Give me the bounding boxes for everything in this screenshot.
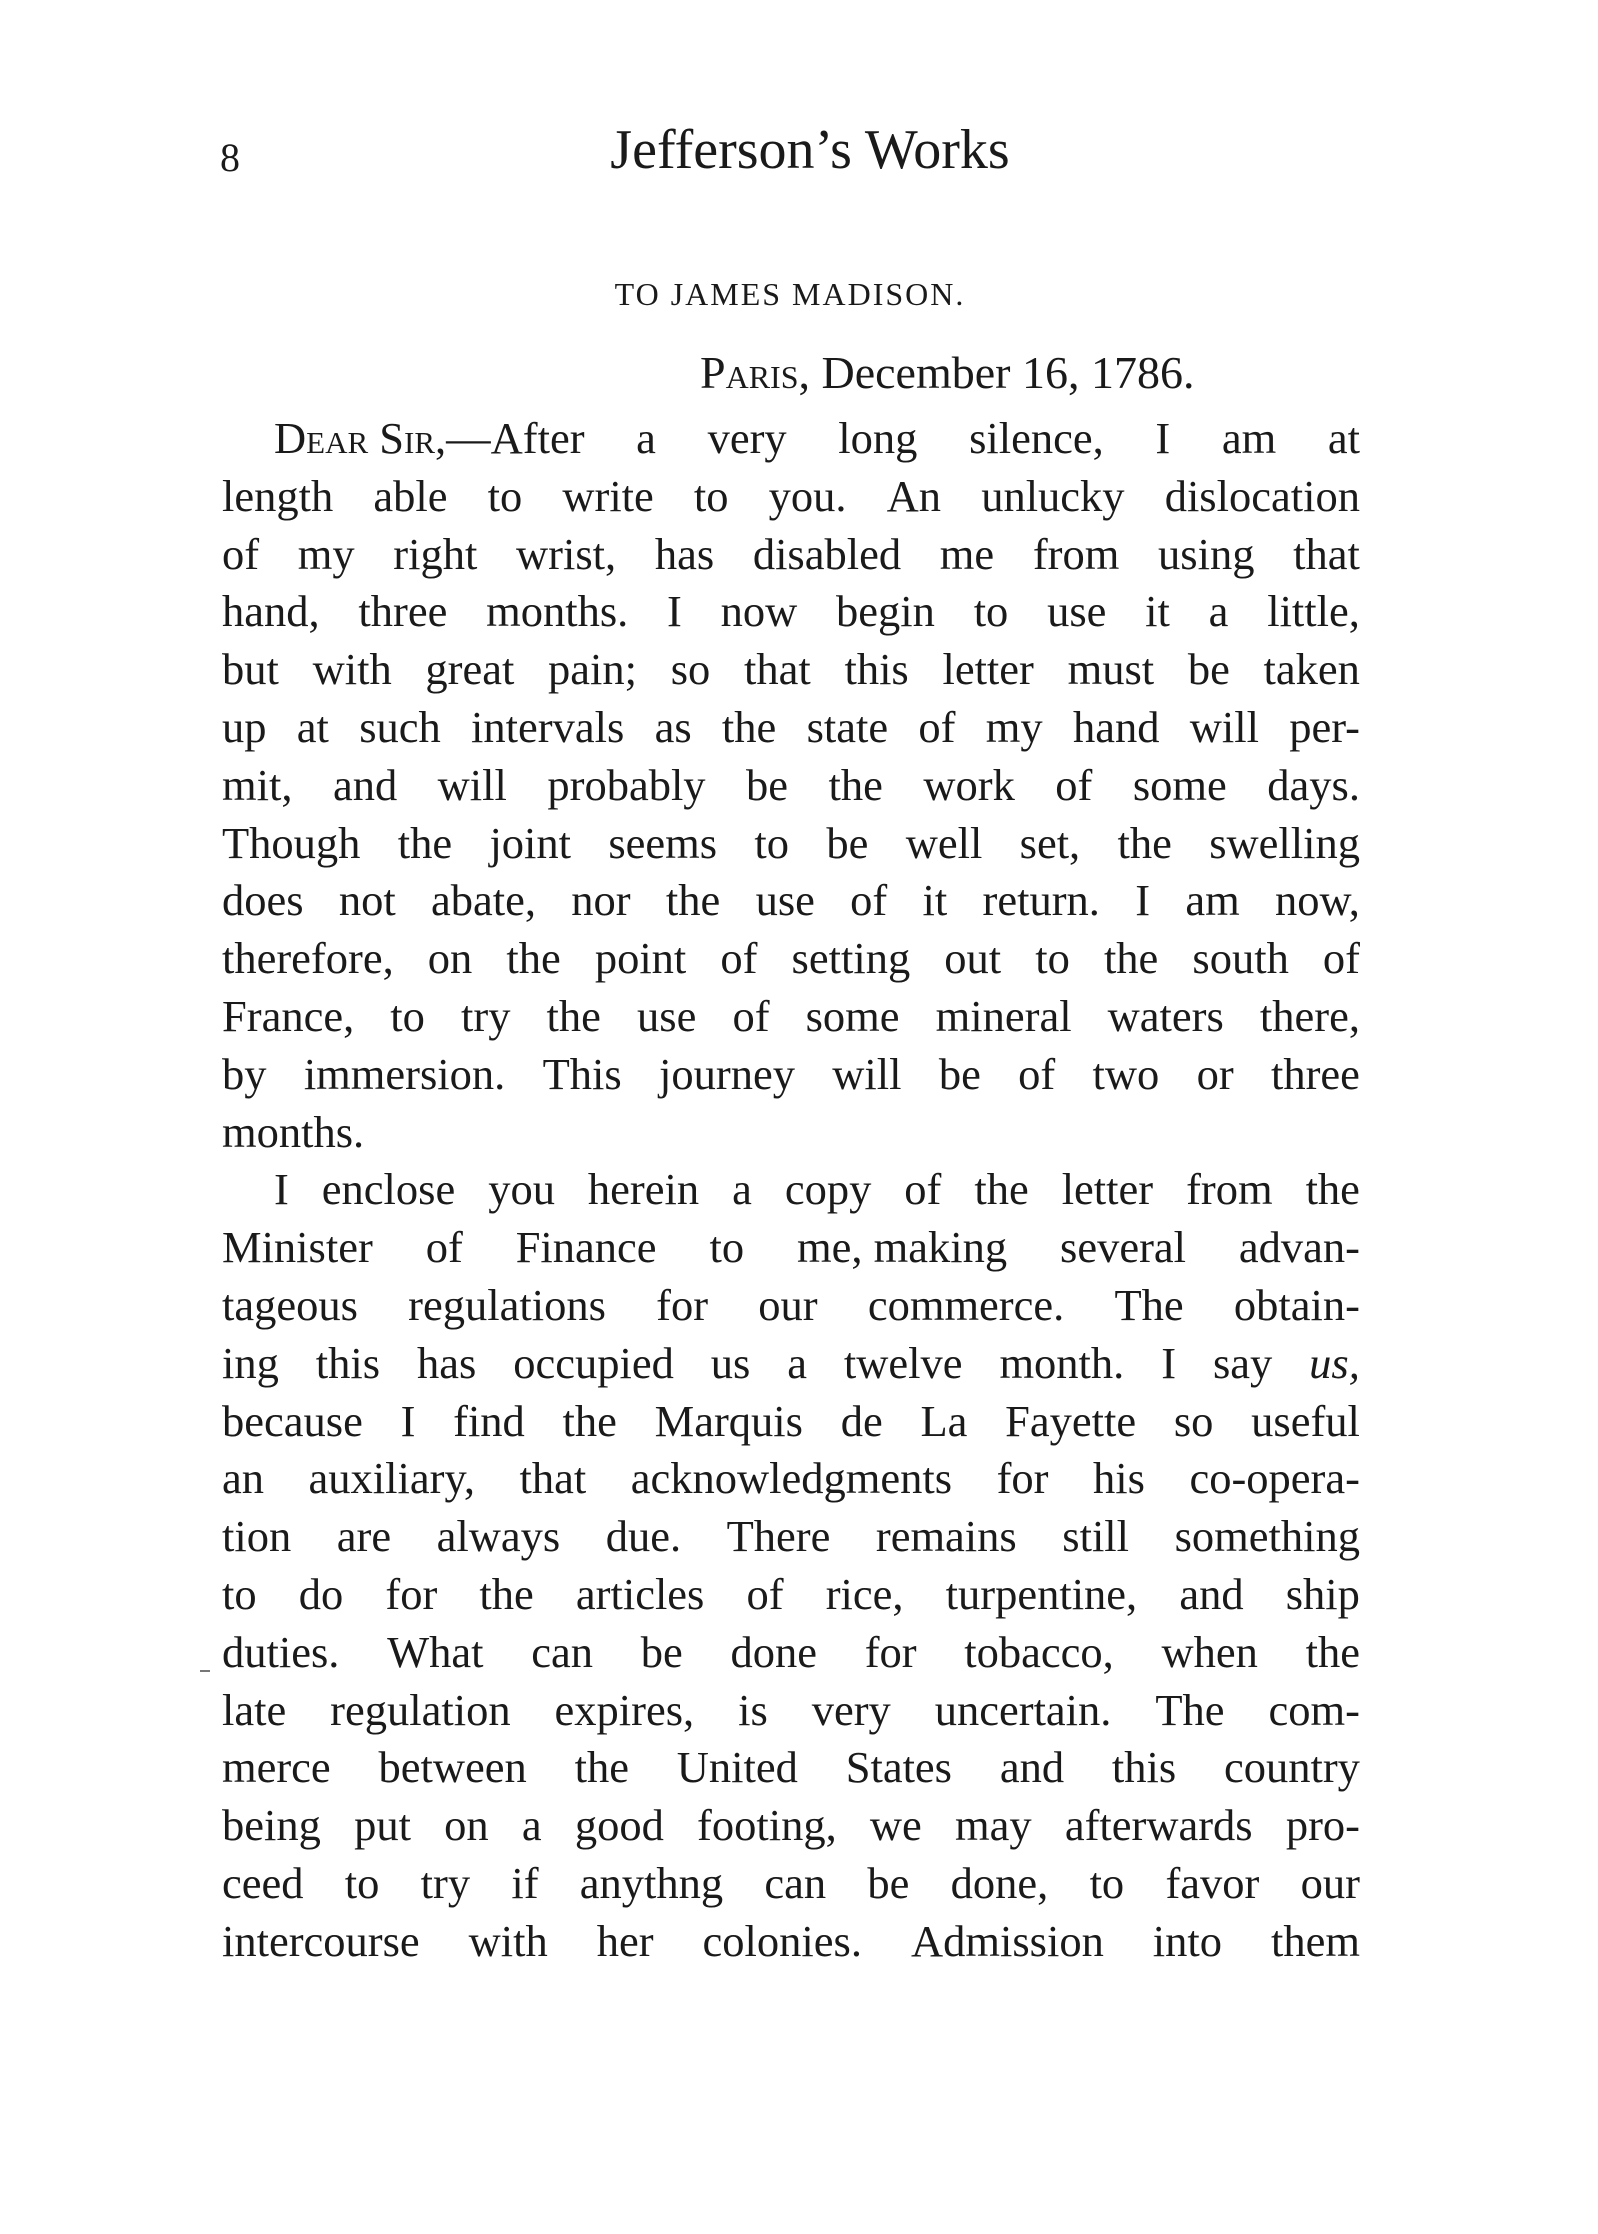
text-line <box>222 583 1360 641</box>
word: with <box>468 1915 548 1966</box>
word: auxiliary, <box>308 1453 475 1504</box>
word: and <box>1179 1568 1244 1619</box>
word: because <box>222 1395 363 1446</box>
word: now <box>720 586 798 637</box>
word: this <box>844 644 909 695</box>
word: colonies. <box>702 1915 862 1966</box>
word: I <box>1161 1337 1177 1388</box>
margin-mark <box>200 1670 210 1672</box>
word: some <box>805 990 900 1041</box>
word: co-opera- <box>1189 1453 1360 1504</box>
word: rice, <box>825 1568 904 1619</box>
word: her <box>596 1915 654 1966</box>
word: at <box>296 701 329 752</box>
word: will <box>832 1048 902 1099</box>
word: may <box>955 1800 1032 1851</box>
word: occupied <box>513 1337 674 1388</box>
text-line <box>222 1277 1360 1335</box>
word: well <box>905 817 983 868</box>
word: that <box>519 1453 587 1504</box>
word: merce <box>222 1742 331 1793</box>
word: favor <box>1165 1857 1260 1908</box>
word: of <box>918 701 956 752</box>
text-line <box>222 1508 1360 1566</box>
word: herein <box>587 1164 700 1215</box>
text-line <box>222 1624 1360 1682</box>
text-line <box>222 1046 1360 1104</box>
word: uncertain. <box>934 1684 1112 1735</box>
word: do <box>298 1568 344 1619</box>
word: and <box>332 759 398 810</box>
word: Though <box>222 817 361 868</box>
word: will <box>437 759 507 810</box>
word: still <box>1062 1511 1130 1562</box>
word: footing, <box>697 1800 837 1851</box>
word: wrist, <box>516 528 617 579</box>
word: so <box>670 644 711 695</box>
word: be <box>640 1626 683 1677</box>
word: pro- <box>1285 1800 1360 1851</box>
word: mit, <box>222 759 293 810</box>
text-line <box>222 988 1360 1046</box>
word: for <box>385 1568 438 1619</box>
word: if <box>511 1857 539 1908</box>
word: to <box>709 1222 745 1273</box>
word: is <box>738 1684 768 1735</box>
word: done <box>730 1626 817 1677</box>
word: we <box>869 1800 922 1851</box>
word: be <box>1187 644 1230 695</box>
word: pain; <box>548 644 638 695</box>
word: very <box>707 413 787 463</box>
word: at <box>1327 413 1360 463</box>
word: setting <box>791 933 911 984</box>
word: Fayette <box>1005 1395 1137 1446</box>
word: his <box>1093 1453 1145 1504</box>
word: am <box>1221 413 1277 463</box>
word: length <box>222 470 334 521</box>
word: de <box>840 1395 883 1446</box>
word: the <box>574 1742 629 1793</box>
word: advan- <box>1238 1222 1360 1273</box>
word: you <box>488 1164 555 1215</box>
word: use <box>1047 586 1107 637</box>
word: the <box>721 701 777 752</box>
word: be <box>867 1857 910 1908</box>
word: the <box>397 817 453 868</box>
word: some <box>1132 759 1227 810</box>
word: use <box>755 875 815 926</box>
word: our <box>1300 1857 1360 1908</box>
text-line <box>222 757 1360 815</box>
word: due. <box>605 1511 682 1562</box>
word: of <box>1018 1048 1056 1099</box>
word: me, making <box>797 1222 1008 1273</box>
word: of <box>850 875 888 926</box>
word: duties. <box>222 1626 340 1677</box>
word: our <box>758 1279 818 1330</box>
word: expires, <box>554 1684 695 1735</box>
word: late <box>222 1684 287 1735</box>
word: intervals <box>471 701 625 752</box>
word: when <box>1161 1626 1258 1677</box>
word: into <box>1152 1915 1223 1966</box>
word: it <box>1145 586 1170 637</box>
word: am <box>1185 875 1240 926</box>
word: my <box>297 528 355 579</box>
word: say <box>1212 1337 1273 1388</box>
word: obtain- <box>1233 1279 1360 1330</box>
word: by <box>222 1048 267 1099</box>
word: has <box>416 1337 477 1388</box>
word: be <box>826 817 869 868</box>
running-head <box>220 118 1360 198</box>
word: to <box>693 470 729 521</box>
word: you. <box>768 470 847 521</box>
word: a <box>787 1337 807 1388</box>
word: months. <box>486 586 629 637</box>
word: therefore, <box>222 933 394 984</box>
word: This <box>542 1048 622 1099</box>
word: the <box>546 990 601 1041</box>
word: can <box>531 1626 593 1677</box>
word: always <box>436 1511 561 1562</box>
word: country <box>1224 1742 1360 1793</box>
word: try <box>420 1857 471 1908</box>
word: tageous <box>222 1279 358 1330</box>
word: I <box>400 1395 416 1446</box>
word: afterwards <box>1064 1800 1253 1851</box>
word: for <box>864 1626 917 1677</box>
word: long <box>838 413 918 463</box>
word: of <box>1055 759 1093 810</box>
word: the <box>562 1395 617 1446</box>
word: regulations <box>408 1279 606 1330</box>
text-line <box>222 1393 1360 1451</box>
text-line <box>222 930 1360 988</box>
word: unlucky <box>981 470 1125 521</box>
word: a <box>636 413 656 463</box>
letter-addressee: TO JAMES MADISON. <box>614 276 966 312</box>
word: or <box>1196 1048 1234 1099</box>
word: of <box>720 933 758 984</box>
word: three <box>358 586 448 637</box>
text-line <box>222 526 1360 584</box>
word: What <box>387 1626 484 1677</box>
word: seems <box>608 817 718 868</box>
word: that <box>744 644 811 695</box>
word: us <box>710 1337 751 1388</box>
word: taken <box>1263 644 1360 695</box>
word: letter <box>942 644 1034 695</box>
word: commerce. <box>867 1279 1065 1330</box>
word: has <box>654 528 715 579</box>
word: month. <box>999 1337 1125 1388</box>
running-title: Jefferson’s Works <box>610 119 1010 181</box>
word: from <box>1032 528 1120 579</box>
word: set, <box>1019 817 1081 868</box>
word: the <box>1103 933 1159 984</box>
word: out <box>944 933 1002 984</box>
word: per- <box>1289 701 1360 752</box>
word: dislocation <box>1164 470 1360 521</box>
word: a <box>1208 586 1229 637</box>
word: to <box>1035 933 1070 984</box>
word: of <box>746 1568 784 1619</box>
word: put <box>354 1800 411 1851</box>
word: the <box>1117 817 1172 868</box>
word: nor <box>571 875 631 926</box>
word: something <box>1174 1511 1360 1562</box>
word: are <box>336 1511 392 1562</box>
word: letter <box>1061 1164 1154 1215</box>
word: two <box>1092 1048 1160 1099</box>
word: France, <box>222 990 355 1041</box>
word: find <box>453 1395 525 1446</box>
word: right <box>393 528 478 579</box>
word: them <box>1271 1915 1360 1966</box>
word: enclose <box>321 1164 456 1215</box>
word: and <box>999 1742 1065 1793</box>
word: to <box>222 1568 257 1619</box>
word: done, <box>950 1857 1049 1908</box>
word: An <box>886 470 942 521</box>
word: disabled <box>752 528 902 579</box>
text-line <box>222 1739 1360 1797</box>
word: return. <box>982 875 1100 926</box>
word: not <box>338 875 396 926</box>
word: joint <box>489 817 572 868</box>
letter-body <box>222 410 1360 1971</box>
word: silence, <box>969 413 1104 463</box>
word: —After <box>446 413 585 463</box>
word: does <box>222 875 304 926</box>
word: of <box>222 528 260 579</box>
word: my <box>985 701 1043 752</box>
text-line <box>222 872 1360 930</box>
word: try <box>461 990 511 1041</box>
word: little, <box>1267 586 1360 637</box>
word: I <box>1155 413 1171 463</box>
word: three <box>1271 1048 1360 1099</box>
word: days. <box>1267 759 1360 810</box>
word: There <box>726 1511 831 1562</box>
word: using <box>1158 528 1255 579</box>
page-number: 8 <box>220 135 240 180</box>
word: south <box>1192 933 1289 984</box>
text-line <box>222 1161 1360 1219</box>
text-line <box>222 468 1360 526</box>
word: that <box>1293 528 1360 579</box>
word: several <box>1060 1222 1187 1273</box>
word: Finance <box>515 1222 657 1273</box>
word: the <box>974 1164 1029 1215</box>
word: hand <box>1072 701 1160 752</box>
word: can <box>764 1857 827 1908</box>
word: The <box>1114 1279 1184 1330</box>
text-line <box>222 1566 1360 1624</box>
text-line: months. <box>222 1106 365 1157</box>
text-line <box>222 1913 1360 1971</box>
word: of <box>732 990 770 1041</box>
word: us, <box>1309 1337 1360 1388</box>
letter-date: December 16, 1786. <box>821 347 1195 398</box>
word: to <box>973 586 1009 637</box>
word: tobacco, <box>964 1626 1114 1677</box>
word: abate, <box>431 875 537 926</box>
text-line <box>222 699 1360 757</box>
word: so <box>1173 1395 1214 1446</box>
word: Minister <box>222 1222 373 1273</box>
word: from <box>1186 1164 1273 1215</box>
word: with <box>312 644 392 695</box>
word: of <box>425 1222 463 1273</box>
word: articles <box>575 1568 705 1619</box>
word: now, <box>1274 875 1360 926</box>
word: point <box>594 933 687 984</box>
word: ceed <box>222 1857 304 1908</box>
word: will <box>1189 701 1259 752</box>
word: a <box>521 1800 542 1851</box>
salutation-text: Dear Sir, <box>274 413 447 463</box>
word: being <box>222 1800 321 1851</box>
word: of <box>904 1164 942 1215</box>
word: United <box>676 1742 798 1793</box>
word: to <box>754 817 790 868</box>
word: this <box>315 1337 381 1388</box>
text-line <box>222 815 1360 873</box>
word: immersion. <box>303 1048 506 1099</box>
word: such <box>359 701 441 752</box>
word: to <box>1089 1857 1125 1908</box>
word: ship <box>1285 1568 1360 1619</box>
word: the <box>828 759 883 810</box>
letter-place: Paris, <box>700 347 810 398</box>
text-line <box>222 1335 1360 1393</box>
word: probably <box>547 759 706 810</box>
word: an <box>222 1453 265 1504</box>
salutation <box>274 410 585 468</box>
word: on <box>444 1800 489 1851</box>
word: be <box>746 759 789 810</box>
word: I <box>1135 875 1151 926</box>
word: to <box>487 470 523 521</box>
word: the <box>506 933 561 984</box>
word: anythng <box>579 1857 724 1908</box>
word: me <box>939 528 995 579</box>
word: able <box>373 470 448 521</box>
word: the <box>1305 1164 1360 1215</box>
word: up <box>222 701 267 752</box>
word: must <box>1067 644 1155 695</box>
word: work <box>923 759 1015 810</box>
word: for <box>656 1279 709 1330</box>
text-line <box>222 410 1360 468</box>
word: be <box>938 1048 981 1099</box>
word: the <box>665 875 721 926</box>
word: The <box>1155 1684 1225 1735</box>
word: write <box>562 470 654 521</box>
word: a <box>732 1164 752 1215</box>
paragraph <box>222 1161 1360 1970</box>
word: to <box>390 990 425 1041</box>
word: of <box>1322 933 1360 984</box>
text-line <box>222 1682 1360 1740</box>
word: for <box>996 1453 1049 1504</box>
word: I <box>274 1164 289 1215</box>
word: but <box>222 644 279 695</box>
paragraph <box>222 410 1360 1161</box>
word: the <box>1305 1626 1360 1677</box>
word: States <box>845 1742 952 1793</box>
word: acknowledgments <box>630 1453 953 1504</box>
word: between <box>378 1742 527 1793</box>
word: La <box>920 1395 968 1446</box>
word: use <box>637 990 697 1041</box>
letter-dateline <box>700 346 1195 399</box>
word: great <box>425 644 515 695</box>
word: the <box>479 1568 534 1619</box>
word: regulation <box>330 1684 511 1735</box>
word: copy <box>784 1164 872 1215</box>
word: waters <box>1107 990 1224 1041</box>
word: com- <box>1268 1684 1360 1735</box>
word: useful <box>1251 1395 1360 1446</box>
word: tion <box>222 1511 292 1562</box>
text-line <box>222 641 1360 699</box>
word: to <box>344 1857 380 1908</box>
word: there, <box>1259 990 1360 1041</box>
text-line <box>222 1219 1360 1277</box>
word: swelling <box>1209 817 1360 868</box>
word: this <box>1111 1742 1177 1793</box>
word: Marquis <box>654 1395 803 1446</box>
word: on <box>427 933 473 984</box>
word: very <box>811 1684 891 1735</box>
word: intercourse <box>222 1915 420 1966</box>
word: it <box>922 875 948 926</box>
text-line <box>222 1855 1360 1913</box>
text-line <box>222 1797 1360 1855</box>
word: good <box>574 1800 664 1851</box>
word: twelve <box>843 1337 963 1388</box>
word: state <box>806 701 889 752</box>
word: mineral <box>935 990 1072 1041</box>
word: I <box>667 586 682 637</box>
word: turpentine, <box>945 1568 1138 1619</box>
text-line <box>222 1450 1360 1508</box>
word: hand, <box>222 586 320 637</box>
word: as <box>654 701 692 752</box>
word: remains <box>875 1511 1017 1562</box>
word: Admission <box>910 1915 1104 1966</box>
word: begin <box>836 586 935 637</box>
word: journey <box>659 1048 795 1099</box>
word: ing <box>222 1337 279 1388</box>
